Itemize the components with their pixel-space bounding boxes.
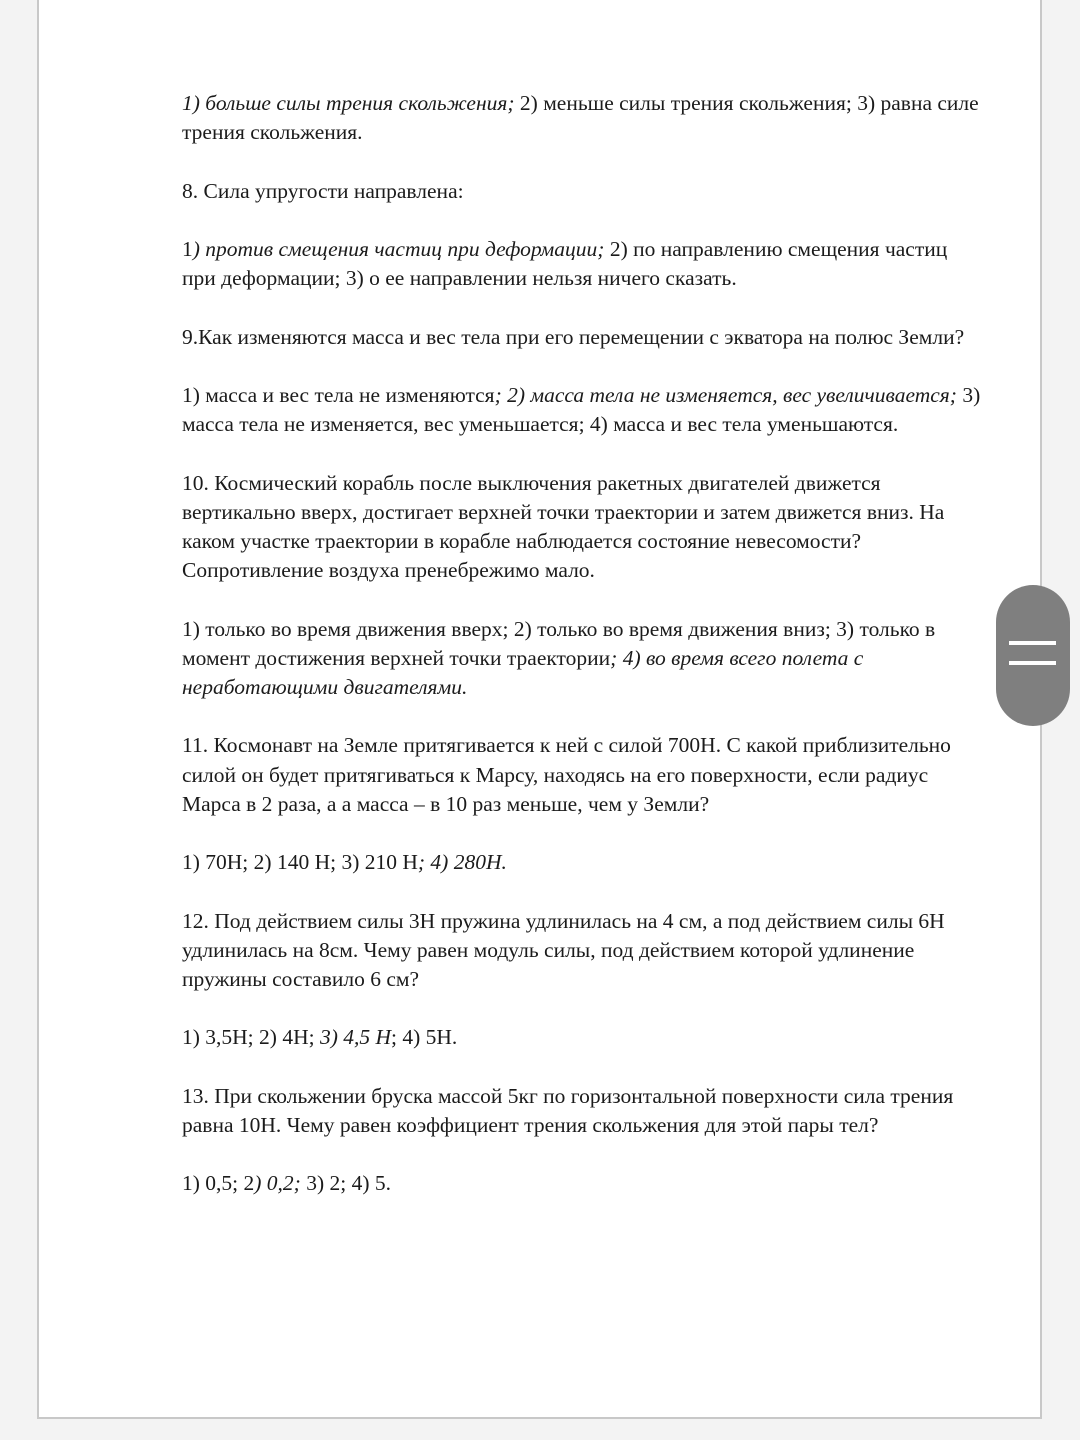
document-paragraph [182, 381, 982, 439]
document-paragraph [182, 323, 982, 352]
paragraph-text: 3) масса тела не изменяется, вес уменьшается; 4) масса и вес тела уменьшаются. [182, 382, 981, 437]
document-paragraph [182, 89, 982, 147]
document-paragraph [182, 907, 982, 995]
paragraph-text: 1) масса и вес тела не изменяются [182, 382, 495, 407]
answer-text-italic: ; 4) 280Н. [417, 850, 507, 875]
paragraph-text: 1) только во время движения вверх; 2) только во время движения вниз; 3) только в момент достижения верхней точки траектории [182, 616, 936, 670]
document-paragraph [182, 1169, 982, 1198]
paragraph-text: 3) 2; 4) 5. [300, 1171, 392, 1196]
paragraph-text: 1) 3,5Н; 2) 4Н; [182, 1025, 320, 1050]
answer-text-italic: 1) больше силы трения скольжения; [182, 91, 515, 115]
document-paragraph [182, 235, 982, 293]
answer-text-italic: ; 2) масса тела не изменяется, вес увеличивается; [494, 382, 957, 407]
paragraph-text: 1) 0,5; 2 [182, 1171, 255, 1196]
document-paragraph [182, 615, 982, 703]
document-content [182, 89, 982, 1228]
paragraph-text: 8. Сила упругости направлена: [182, 178, 464, 203]
scroll-handle[interactable] [996, 585, 1070, 726]
paragraph-text: 10. Космический корабль после выключения ракетных двигателей движется вертикально вверх, достигает верхней точки траектории и затем движется вниз. На каком участке траектории в корабле наблюдается состояние невесомости? Сопротивление воздуха пренебрежимо мало. [182, 470, 945, 583]
answer-text-italic: 3) 4,5 Н [319, 1025, 392, 1050]
paragraph-text: 9.Как изменяются масса и вес тела при его перемещении с экватора на полюс Земли? [182, 324, 965, 349]
document-paragraph [182, 848, 982, 877]
paragraph-text: 1) 70Н; 2) 140 Н; 3) 210 Н [182, 850, 418, 875]
answer-text-italic: ; 4) во время всего полета с неработающими двигателями. [182, 645, 864, 699]
paragraph-text: 1 [182, 236, 193, 261]
drag-handle-icon [1009, 661, 1056, 665]
document-paragraph [182, 731, 982, 819]
paragraph-text: 13. При скольжении бруска массой 5кг по горизонтальной поверхности сила трения равна 10Н. Чему равен коэффициент трения скольжения для этой пары тел? [182, 1083, 954, 1137]
drag-handle-icon [1009, 641, 1056, 645]
paragraph-text: 2) меньше силы трения скольжения; 3) равна силе трения скольжения. [182, 91, 979, 145]
paragraph-text: 2) по направлению смещения частиц при деформации; 3) о ее направлении нельзя ничего сказать. [182, 236, 948, 291]
document-paragraph [182, 469, 982, 586]
document-page [37, 0, 1042, 1419]
answer-text-italic: ) против смещения частиц при деформации; [192, 236, 605, 261]
document-paragraph [182, 177, 982, 206]
document-paragraph [182, 1082, 982, 1140]
document-paragraph [182, 1023, 982, 1052]
paragraph-text: 12. Под действием силы 3Н пружина удлинилась на 4 см, а под действием силы 6Н удлинилась на 8см. Чему равен модуль силы, под действием которой удлинение пружины составило 6 см? [182, 908, 945, 991]
paragraph-text: 11. Космонавт на Земле притягивается к ней с силой 700Н. С какой приблизительно силой он будет притягиваться к Марсу, находясь на его поверхности, если радиус Марса в 2 раза, а а масса – в 10 раз меньше, чем у Земли? [182, 733, 951, 816]
answer-text-italic: ) 0,2; [254, 1171, 301, 1196]
paragraph-text: ; 4) 5Н. [391, 1025, 458, 1050]
